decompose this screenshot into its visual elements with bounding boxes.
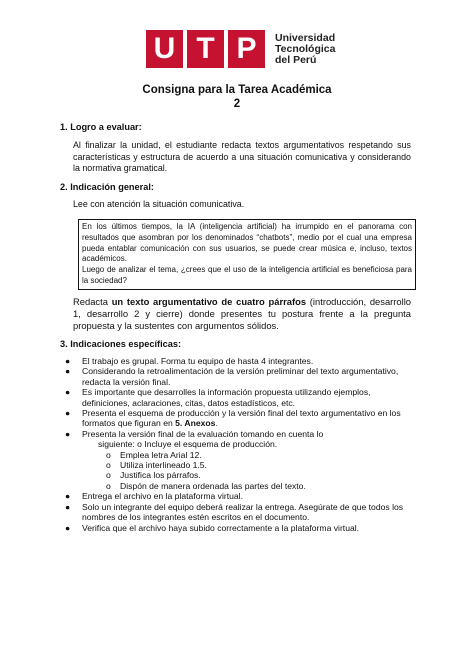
sub-bullet: o <box>106 470 111 481</box>
specific-instructions-list <box>60 356 418 533</box>
university-name <box>275 33 335 66</box>
list-item-text: Considerando la retroalimentación de la versión preliminar del texto argumentativo, redacta la versión final. <box>82 366 399 387</box>
list-item-text: Presenta la versión final de la evaluación tomando en cuenta lo <box>82 428 324 439</box>
list-item <box>60 408 418 429</box>
list-item-text: . <box>215 418 218 429</box>
list-item <box>60 387 418 408</box>
bullet: ● <box>65 491 71 502</box>
bullet: ● <box>65 522 71 533</box>
university-name-line: Universidad <box>275 31 336 44</box>
bullet: ● <box>65 387 71 398</box>
situation-box <box>78 219 416 290</box>
section-heading-indicacion-general: 2. Indicación general: <box>60 182 154 192</box>
logo-letter-p: P <box>228 30 265 68</box>
list-item-text: Entrega el archivo en la plataforma virtual. <box>82 491 243 502</box>
sub-bullet: o <box>106 449 111 460</box>
logo-letter-u: U <box>146 30 183 68</box>
bullet: ● <box>65 356 71 366</box>
sub-bullet: o <box>106 460 111 471</box>
bullet: ● <box>65 366 71 377</box>
sub-list-item <box>60 470 418 480</box>
list-item <box>60 429 418 439</box>
sub-list-item-text: Justifica los párrafos. <box>120 470 201 481</box>
redacta-text: (introducción, desarrollo 1, desarrollo 2 y cierre) donde presentes tu postura frente a la pregunta propuesta y la sustentes con argumentos sólidos. <box>73 296 412 332</box>
list-item <box>60 356 418 366</box>
list-item-text: Presenta el esquema de producción y la versión final del texto argumentativo en los formatos que figuran en <box>82 408 401 429</box>
bullet: ● <box>65 408 71 419</box>
sub-list-item-text: Utiliza interlineado 1.5. <box>120 460 207 471</box>
bullet: ● <box>65 501 71 512</box>
utp-logo <box>146 30 335 68</box>
sub-list-item <box>60 481 418 491</box>
sub-bullet: o <box>106 480 111 491</box>
situation-question: Luego de analizar el tema, ¿crees que el uso de la inteligencia artificial es beneficiosa para la sociedad? <box>82 265 412 285</box>
redacta-emphasis: un texto argumentativo de cuatro párrafos <box>111 296 307 307</box>
list-item <box>60 366 418 387</box>
bullet: ● <box>65 428 71 439</box>
section-text-logro: Al finalizar la unidad, el estudiante redacta textos argumentativos respetando sus características y estructura de acuerdo a una situación comunicativa y considerando la normativa gramatical. <box>73 140 411 174</box>
university-name-line: del Perú <box>275 53 317 66</box>
sub-list-item-text: Dispón de manera ordenada las partes del texto. <box>120 480 306 491</box>
logo-letter-t: T <box>187 30 224 68</box>
document-title: Consigna para la Tarea Académica <box>142 84 332 96</box>
situation-paragraph: En los últimos tiempos, la IA (inteligencia artificial) ha irrumpido en el panorama con resultados que asombran por los denominados “chatbots”, medio por el cual una empresa pueda entablar comunicación con sus usuarios, se puede crear música e, incluso, textos académicos. <box>82 222 412 264</box>
list-item <box>60 502 418 523</box>
document-title-number: 2 <box>233 98 241 110</box>
sub-list-item-text: Emplea letra Arial 12. <box>120 449 202 460</box>
list-item <box>60 491 418 501</box>
list-item-text: Solo un integrante del equipo deberá realizar la entrega. Asegúrate de que todos los nombres de los integrantes estén escritos en el documento. <box>82 501 404 523</box>
redacta-text: Redacta <box>73 296 112 307</box>
situation-intro: Lee con atención la situación comunicativa. <box>73 199 245 209</box>
list-item-text: Verifica que el archivo haya subido correctamente a la plataforma virtual. <box>82 522 360 533</box>
redacta-instruction <box>73 296 411 333</box>
university-name-line: Tecnológica <box>275 42 336 55</box>
sub-list-item <box>60 460 418 470</box>
section-heading-indicaciones-especificas: 3. Indicaciones específicas: <box>60 339 182 349</box>
list-item-continuation: siguiente: o Incluye el esquema de producción. <box>98 439 278 450</box>
list-item <box>60 523 418 533</box>
list-item-text: Es importante que desarrolles la información propuesta utilizando ejemplos, definiciones, aclaraciones, citas, datos estadísticos, etc. <box>82 387 371 408</box>
list-item-text: El trabajo es grupal. Forma tu equipo de hasta 4 integrantes. <box>82 356 314 366</box>
anexos-reference: 5. Anexos <box>175 418 216 429</box>
sub-list-item <box>60 450 418 460</box>
section-heading-logro: 1. Logro a evaluar: <box>60 122 142 132</box>
